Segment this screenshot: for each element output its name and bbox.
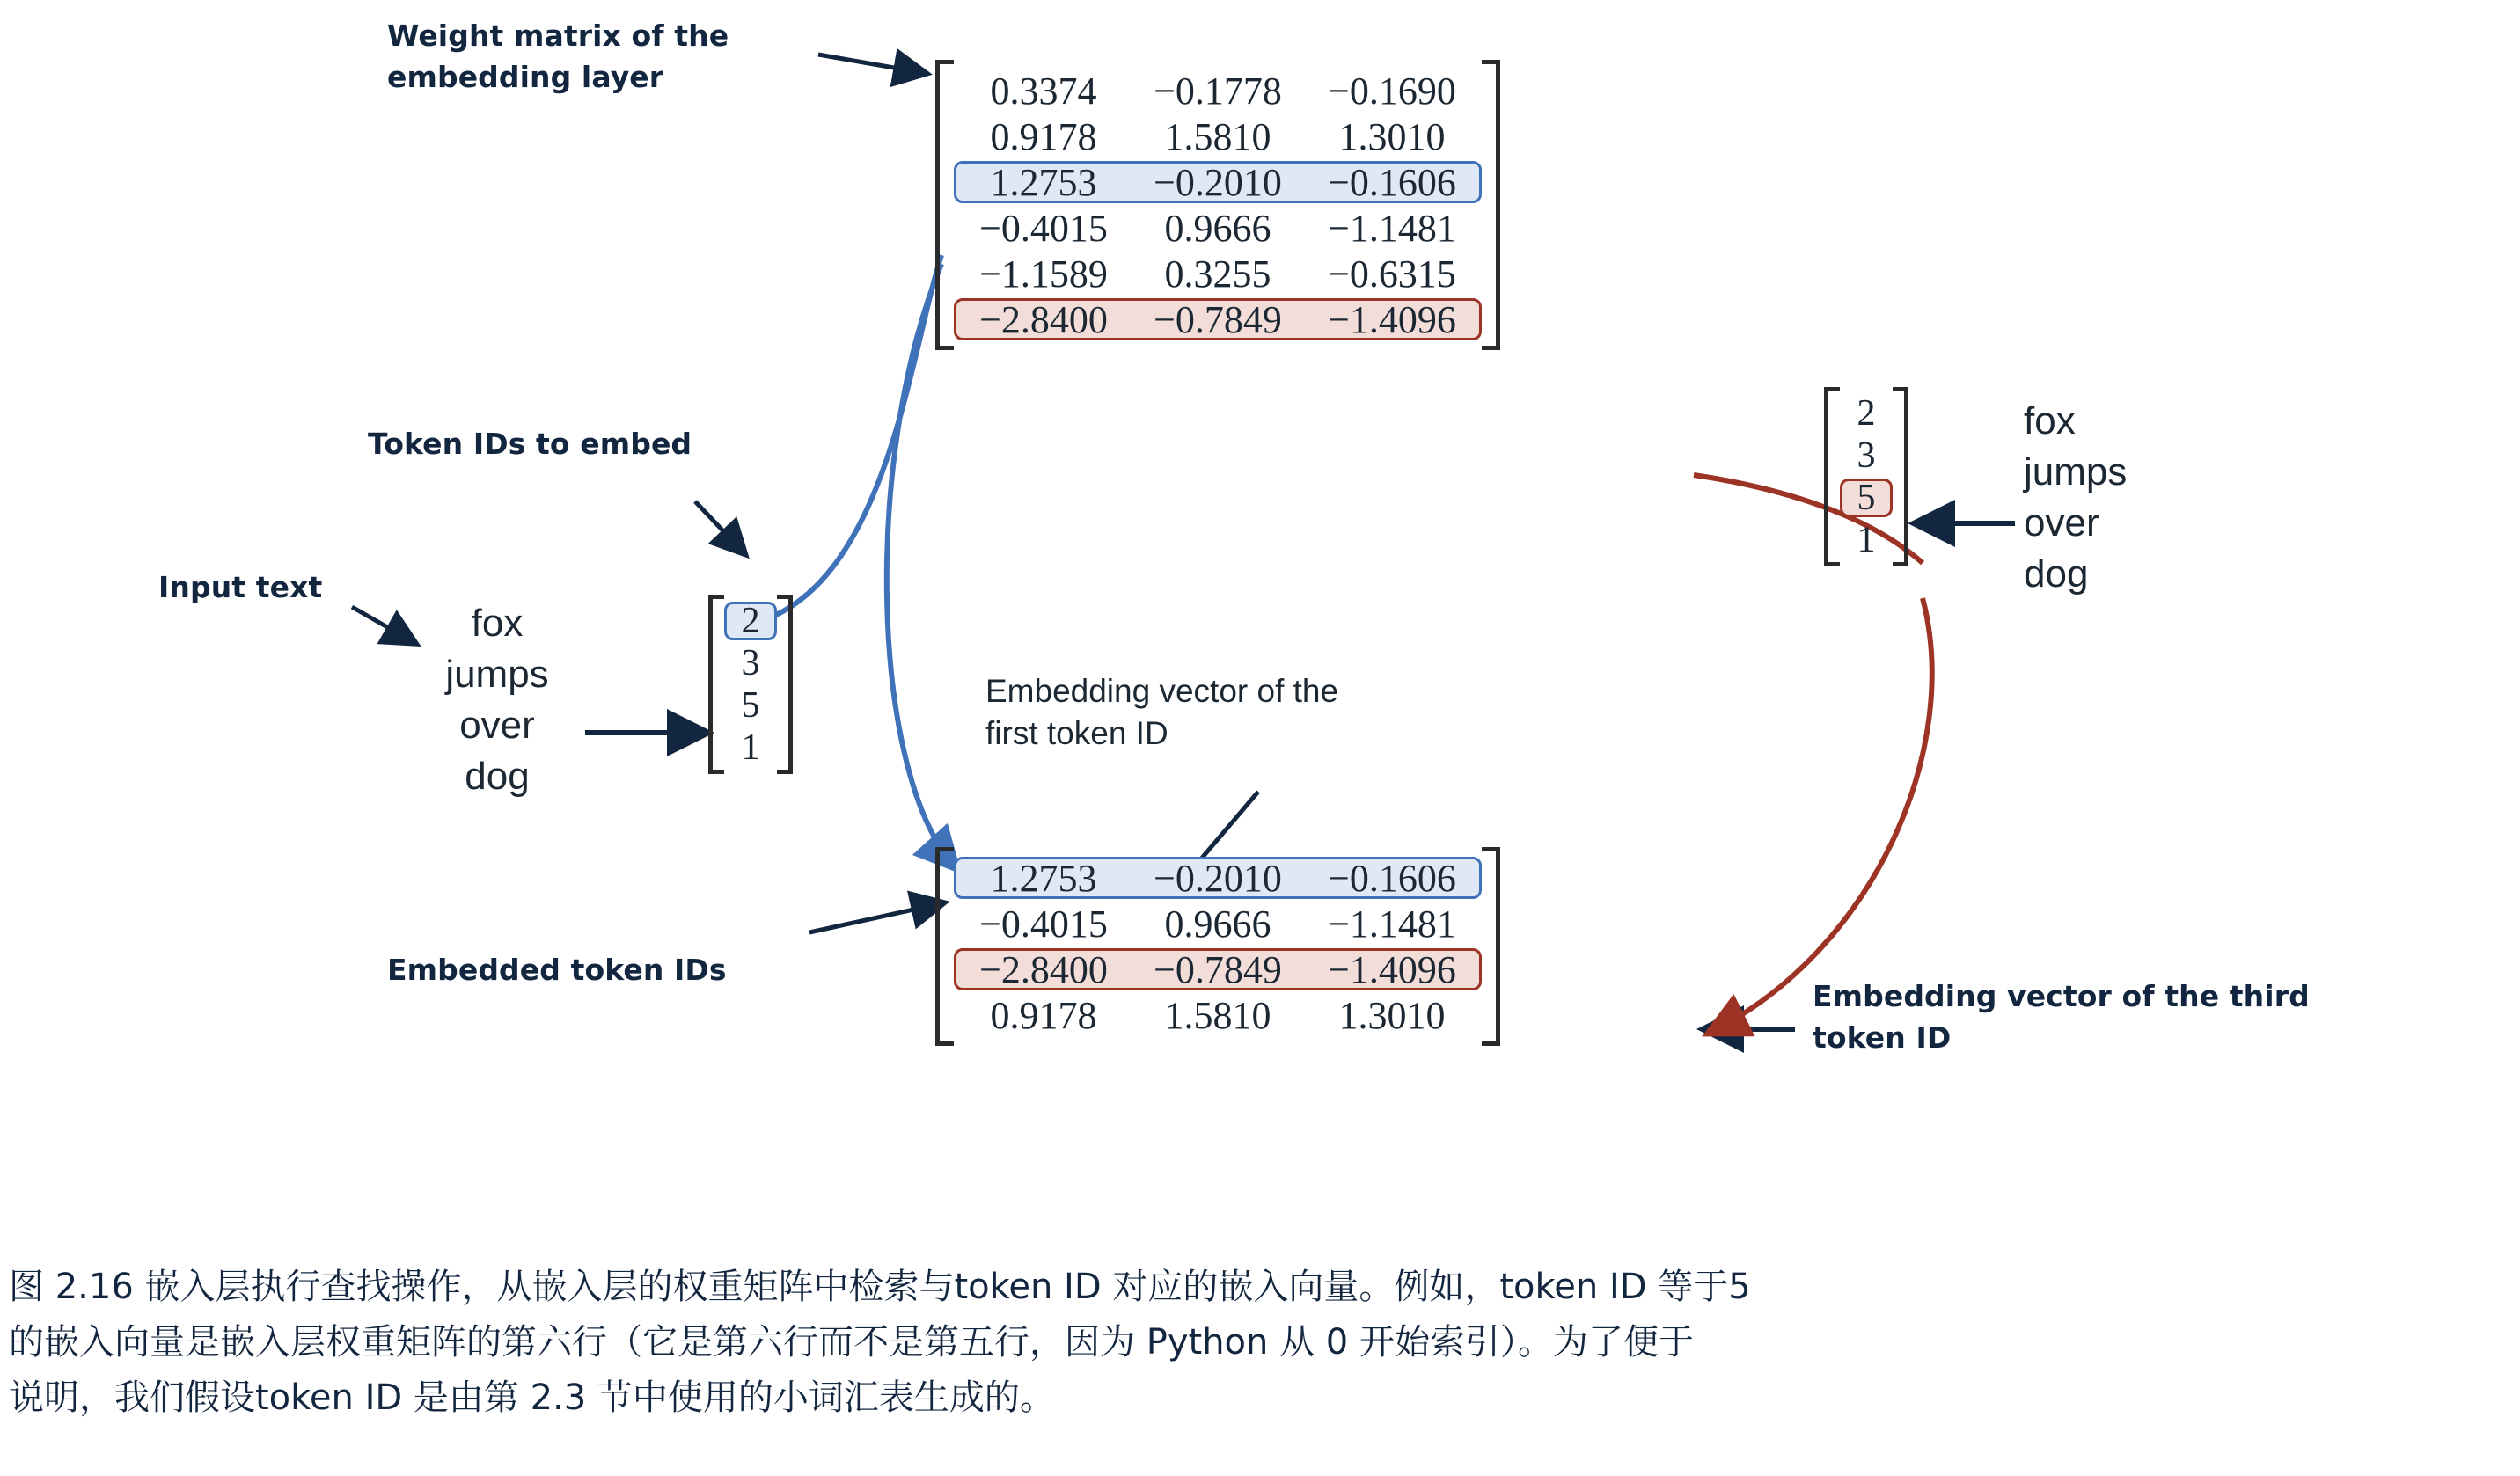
token-id-value: 2 bbox=[741, 601, 760, 641]
label-embedding-vector-third-line1: Embedding vector of the third bbox=[1813, 979, 2310, 1013]
token-id-row bbox=[1840, 436, 1893, 475]
matrix-row bbox=[954, 994, 1482, 1036]
matrix-cell: −0.4015 bbox=[979, 206, 1108, 250]
right-word: jumps bbox=[2024, 450, 2128, 494]
token-id-value: 5 bbox=[741, 685, 760, 726]
weight-matrix bbox=[935, 60, 1500, 350]
token-id-value: 2 bbox=[1857, 393, 1876, 434]
label-embedding-vector-first bbox=[985, 670, 1557, 755]
label-weight-matrix bbox=[387, 16, 801, 99]
matrix-cell: −1.4096 bbox=[1328, 947, 1456, 991]
matrix-row-highlight-red bbox=[954, 298, 1482, 340]
right-word: over bbox=[2024, 501, 2099, 545]
token-id-row bbox=[724, 728, 777, 767]
matrix-rows bbox=[954, 847, 1482, 1046]
caption-line: 说明，我们假设token ID 是由第 2.3 节中使用的小词汇表生成的。 bbox=[9, 1377, 1055, 1419]
matrix-bracket-left bbox=[935, 847, 954, 1046]
right-word: fox bbox=[2024, 399, 2076, 442]
matrix-cell: −2.8400 bbox=[979, 947, 1108, 991]
label-embedded-token-ids: Embedded token IDs bbox=[387, 953, 727, 987]
vector-bracket-left bbox=[708, 595, 724, 774]
label-embedding-vector-third bbox=[1813, 976, 2446, 1059]
matrix-bracket-left bbox=[935, 60, 954, 350]
label-weight-matrix-line2: embedding layer bbox=[387, 59, 664, 94]
label-embedding-vector-third-line2: token ID bbox=[1813, 1019, 1952, 1055]
matrix-cell: −0.6315 bbox=[1328, 252, 1456, 296]
input-word: dog bbox=[465, 755, 530, 799]
matrix-cell: −1.1481 bbox=[1328, 902, 1456, 946]
caption-line: 的嵌入向量是嵌入层权重矩阵的第六行（它是第六行而不是第五行，因为 Python 从 0 开始索引）。为了便于 bbox=[9, 1322, 1694, 1363]
matrix-row bbox=[954, 69, 1482, 112]
matrix-row bbox=[954, 115, 1482, 157]
input-token-id-vector bbox=[708, 595, 793, 774]
matrix-cell: 1.5810 bbox=[1164, 993, 1271, 1037]
token-id-row bbox=[1840, 479, 1893, 517]
matrix-row bbox=[954, 252, 1482, 295]
matrix-cell: −1.1589 bbox=[979, 252, 1108, 296]
token-id-row bbox=[1840, 394, 1893, 433]
matrix-cell: −0.2010 bbox=[1154, 856, 1282, 900]
matrix-cell: 0.9178 bbox=[990, 993, 1097, 1037]
matrix-cell: −0.1778 bbox=[1154, 69, 1282, 113]
token-id-row bbox=[724, 644, 777, 683]
matrix-bracket-right bbox=[1482, 60, 1500, 350]
matrix-cell: −0.7849 bbox=[1154, 947, 1282, 991]
token-id-row bbox=[724, 602, 777, 640]
matrix-cell: −1.4096 bbox=[1328, 297, 1456, 341]
matrix-cell: −0.7849 bbox=[1154, 297, 1282, 341]
matrix-cell: −1.1481 bbox=[1328, 206, 1456, 250]
vector-rows bbox=[724, 595, 777, 774]
figure-caption bbox=[9, 1260, 2503, 1427]
matrix-rows bbox=[954, 60, 1482, 350]
input-word: over bbox=[459, 704, 535, 748]
vector-bracket-right bbox=[777, 595, 793, 774]
matrix-cell: 0.3255 bbox=[1164, 252, 1271, 296]
matrix-cell: 0.9666 bbox=[1164, 902, 1271, 946]
matrix-cell: −2.8400 bbox=[979, 297, 1108, 341]
matrix-bracket-right bbox=[1482, 847, 1500, 1046]
token-id-value: 5 bbox=[1857, 478, 1876, 518]
matrix-row-highlight-blue bbox=[954, 857, 1482, 899]
matrix-cell: 0.3374 bbox=[990, 69, 1097, 113]
token-id-value: 1 bbox=[741, 727, 760, 768]
label-embedding-vector-first-line1: Embedding vector of the bbox=[985, 673, 1339, 709]
right-words-column bbox=[2024, 396, 2226, 600]
matrix-row bbox=[954, 902, 1482, 945]
label-embedding-vector-first-line2: first token ID bbox=[985, 715, 1168, 752]
input-words-column bbox=[400, 598, 594, 802]
token-id-row bbox=[1840, 521, 1893, 559]
matrix-cell: −0.4015 bbox=[979, 902, 1108, 946]
matrix-cell: −0.1606 bbox=[1328, 856, 1456, 900]
caption-line: 图 2.16 嵌入层执行查找操作，从嵌入层的权重矩阵中检索与token ID 对应的嵌入向量。例如，token ID 等于5 bbox=[9, 1267, 1751, 1307]
matrix-cell: −0.2010 bbox=[1154, 160, 1282, 204]
matrix-cell: −0.1606 bbox=[1328, 160, 1456, 204]
matrix-cell: 1.3010 bbox=[1338, 993, 1446, 1037]
right-token-id-vector bbox=[1824, 387, 1908, 566]
vector-bracket-right bbox=[1893, 387, 1908, 566]
vector-rows bbox=[1840, 387, 1893, 566]
label-token-ids-to-embed: Token IDs to embed bbox=[368, 427, 692, 461]
label-weight-matrix-line1: Weight matrix of the bbox=[387, 18, 729, 53]
label-input-text: Input text bbox=[158, 570, 323, 604]
matrix-cell: 1.3010 bbox=[1338, 114, 1446, 158]
matrix-row-highlight-blue bbox=[954, 161, 1482, 203]
token-id-value: 3 bbox=[1857, 435, 1876, 476]
token-id-value: 1 bbox=[1857, 520, 1876, 560]
matrix-cell: 0.9178 bbox=[990, 114, 1097, 158]
matrix-cell: −0.1690 bbox=[1328, 69, 1456, 113]
matrix-cell: 1.2753 bbox=[990, 856, 1097, 900]
matrix-cell: 1.2753 bbox=[990, 160, 1097, 204]
matrix-cell: 1.5810 bbox=[1164, 114, 1271, 158]
matrix-row-highlight-red bbox=[954, 948, 1482, 990]
right-word: dog bbox=[2024, 552, 2089, 596]
token-id-row bbox=[724, 686, 777, 725]
matrix-row bbox=[954, 207, 1482, 249]
matrix-cell: 0.9666 bbox=[1164, 206, 1271, 250]
input-word: jumps bbox=[445, 653, 549, 697]
input-word: fox bbox=[471, 602, 524, 645]
embedded-matrix bbox=[935, 847, 1500, 1046]
token-id-value: 3 bbox=[741, 643, 760, 683]
vector-bracket-left bbox=[1824, 387, 1840, 566]
